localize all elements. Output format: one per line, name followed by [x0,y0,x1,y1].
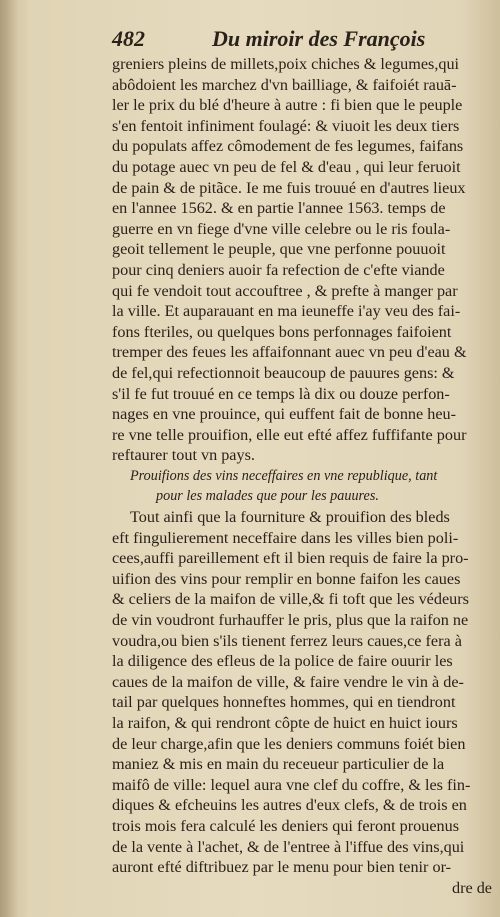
section-heading-line: pour les malades que pour les pauures. [156,488,379,505]
text-line: & celiers de la maifon de ville,& fi toft que les védeurs [112,590,469,609]
text-line: voudra,ou bien s'ils tienent ferrez leurs caues,ce fera à [112,631,462,650]
text-line: trois mois fera calculé les deniers qui feront prouenus [112,816,460,835]
paragraph-first-line: Tout ainfi que la fourniture & prouifion des bleds [130,508,450,527]
text-line: du potage auec vn peu de fel & d'eau , qui leur feruoit [112,157,461,176]
catchword: dre de [452,878,492,897]
text-line: uifion des vins pour remplir en bonne faifon les caues [112,569,461,588]
text-line: cees,auffi pareillement eft il bien requis de faire la pro- [112,549,469,568]
text-line: abôdoient les marchez d'vn bailliage, & faifoiét rauā- [112,75,457,94]
text-line: ler le prix du blé d'heure à autre : fi bien que le peuple [112,96,463,115]
text-line: s'en fentoit infiniment foulagé: & viuoit les deux tiers [112,116,460,135]
text-line: de fel,qui refectionnoit beaucoup de pauures gens: & [112,363,455,382]
text-line: tail par quelques honneftes hommes, qui en tiendront [112,693,456,712]
section-heading-line: Prouifions des vins neceffaires en vne republique, tant [130,467,438,484]
text-line: caues de la maifon de ville, & faire vendre le vin à de- [112,672,464,691]
page-body [112,54,492,898]
text-line: qui fe vendoit tout accouftree , & prefte à manger par [112,281,458,300]
text-line: du populats affez cômodement de fes legumes, faifans [112,137,464,156]
text-line: maifô de ville: lequel aura vne clef du coffre, & les fin- [112,775,471,794]
text-line: nages en vne prouince, qui euffent fait de bonne heu- [112,405,457,424]
text-line: geoit tellement le peuple, que vne perfonne pouuoit [112,240,446,259]
text-line: s'il fe fut trouué en ce temps là dix ou douze perfon- [112,384,450,403]
text-line: tremper des feues les affaifonnant auec vn peu d'eau & [112,343,467,362]
text-line: auront efté diftribuez par le menu pour bien tenir or- [112,858,452,877]
page-number: 482 [112,26,145,51]
text-line: la diligence des efleus de la police de faire ouurir les [112,652,453,671]
text-line: de pain & de pitãce. Ie me fuis trouué en d'autres lieux [112,178,466,197]
text-line: de vin voudront furhauffer le pris, plus que la raifon ne [112,611,469,630]
page-gutter-shadow [0,0,18,917]
text-line: diques & efcheuins les autres d'eux clefs, & de trois en [112,796,467,815]
text-line: la raifon, & qui rendront côpte de huict en huict iours [112,714,458,732]
text-line: reftaurer tout vn pays. [112,446,255,465]
text-line: de leur charge,afin que les deniers communs foiét bien [112,734,466,753]
text-line: de la vente à l'achet, & de l'entree à l'iffue des vins,qui [112,837,465,856]
text-line: maniez & mis en main du receueur particulier de la [112,755,445,774]
text-line: guerre en vn fiege d'vne ville celebre ou le ris foula- [112,219,451,238]
text-line: la ville. Et auparauant en ma ieuneffe i'ay veu des fai- [112,302,461,321]
text-line: en l'annee 1562. & en partie l'annee 1563. temps de [112,199,446,218]
running-title: Du miroir des François [212,26,426,51]
text-line: eft fingulierement neceffaire dans les villes bien poli- [112,528,459,547]
text-line: pour cinq deniers auoir fa refection de c'efte viande [112,260,445,279]
text-line: fons fteriles, ou quelques bons perfonnages faifoient [112,322,452,341]
text-line: greniers pleins de millets,poix chiches & legumes,qui [112,55,460,73]
text-line: re vne telle prouifion, elle eut efté affez fuffifante pour [112,425,467,444]
